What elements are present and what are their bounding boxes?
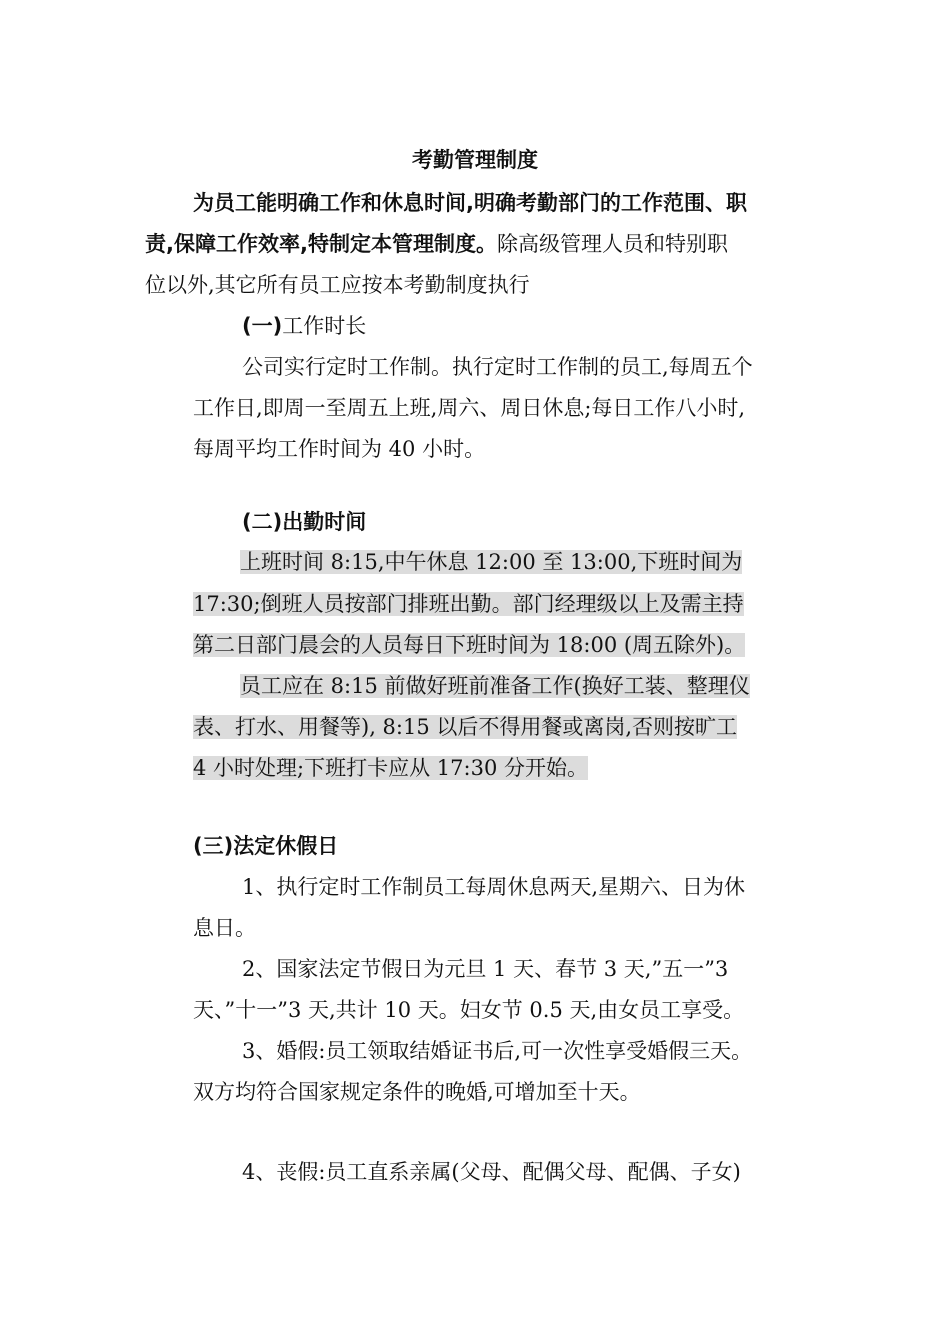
section3-item3-line-2: 双方均符合国家规定条件的晚婚,可增加至十天。: [193, 1080, 641, 1104]
intro-line-2-bold: 责,保障工作效率,特制定本管理制度。: [145, 232, 497, 256]
section1-heading: [242, 312, 366, 340]
section3-item3-line-1: 3、婚假:员工领取结婚证书后,可一次性享受婚假三天。: [242, 1039, 753, 1063]
highlight: 4 小时处理;下班打卡应从 17:30 分开始。: [193, 756, 588, 780]
section3-item1-line-1: 1、执行定时工作制员工每周休息两天,星期六、日为休: [242, 875, 746, 899]
highlight: 17:30;倒班人员按部门排班出勤。部门经理级以上及需主持: [193, 592, 744, 616]
section3-item4-line-1: 4、丧假:员工直系亲属(父母、配偶父母、配偶、子女): [242, 1160, 741, 1184]
document-title: 考勤管理制度: [412, 148, 538, 172]
section2-para2-line-3: [193, 754, 588, 782]
section1-line-3: 每周平均工作时间为 40 小时。: [193, 437, 486, 461]
section2-heading: (二)出勤时间: [242, 510, 367, 534]
highlight: 表、打水、用餐等), 8:15 以后不得用餐或离岗,否则按旷工: [193, 715, 738, 739]
highlight: 员工应在 8:15 前做好班前准备工作(换好工装、整理仪: [240, 674, 750, 698]
section2-para1-line-1: [240, 548, 742, 576]
section3-item2-line-2: 天、”十一”3 天,共计 10 天。妇女节 0.5 天,由女员工享受。: [193, 998, 745, 1022]
section3-item1-line-2: 息日。: [193, 916, 256, 940]
section2-para2-line-1: [240, 672, 750, 700]
highlight: 上班时间 8:15,中午休息 12:00 至 13:00,下班时间为: [240, 550, 743, 574]
section3-heading: (三)法定休假日: [193, 834, 339, 858]
section3-item2-line-1: 2、国家法定节假日为元旦 1 天、春节 3 天,”五一”3: [242, 957, 729, 981]
section2-para2-line-2: [193, 713, 737, 741]
intro-line-2: [145, 230, 728, 258]
section1-line-1: 公司实行定时工作制。执行定时工作制的员工,每周五个: [242, 355, 753, 379]
section1-line-2: 工作日,即周一至周五上班,周六、周日休息;每日工作八小时,: [193, 396, 746, 420]
section1-heading-num: (一): [242, 314, 283, 338]
intro-line-2-rest: 除高级管理人员和特别职: [496, 232, 728, 256]
section2-para1-line-2: [193, 590, 744, 618]
section1-heading-text: 工作时长: [282, 314, 367, 338]
intro-line-3: 位以外,其它所有员工应按本考勤制度执行: [145, 273, 530, 297]
highlight: 第二日部门晨会的人员每日下班时间为 18:00 (周五除外)。: [193, 633, 746, 657]
intro-line-1: 为员工能明确工作和休息时间,明确考勤部门的工作范围、职: [193, 191, 747, 215]
section2-para1-line-3: [193, 631, 745, 659]
